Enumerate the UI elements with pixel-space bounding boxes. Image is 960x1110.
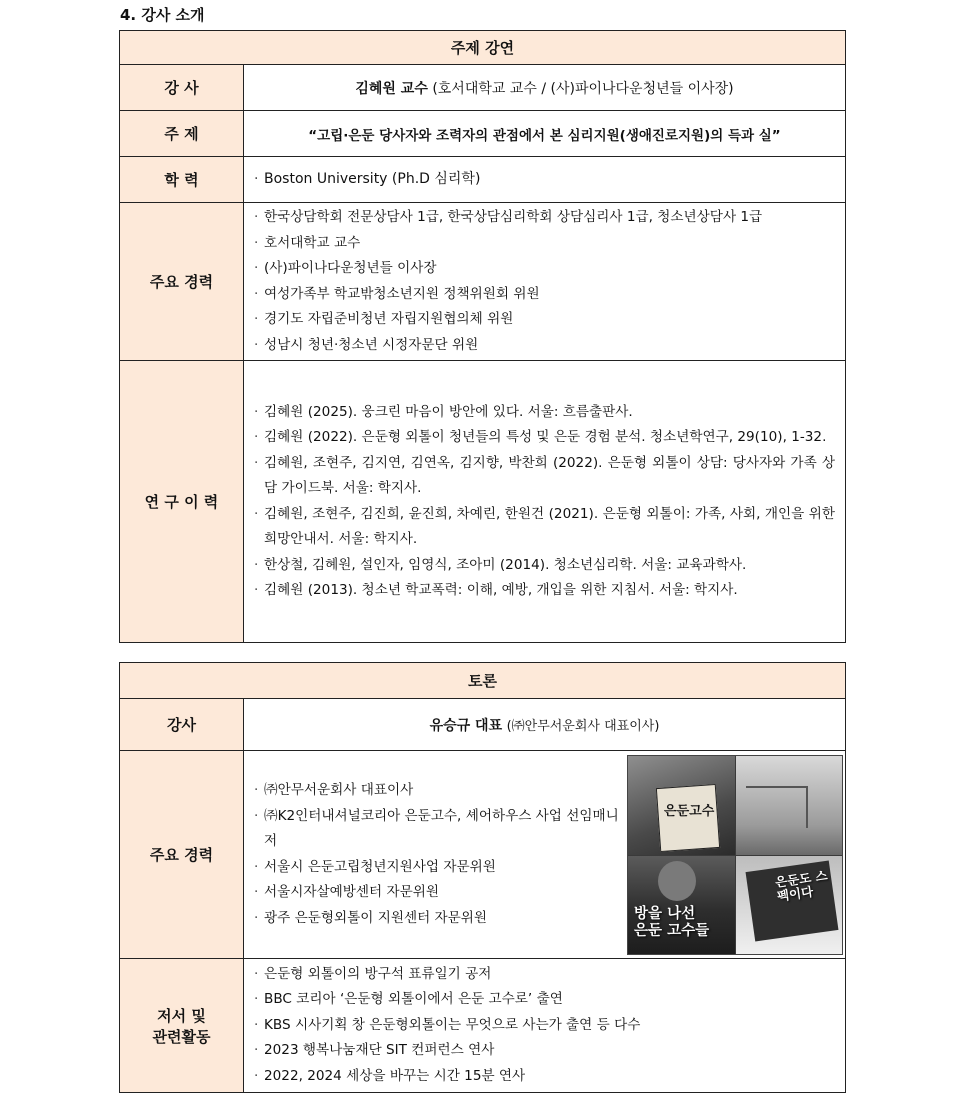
list-item: · 경기도 자립준비청년 자립지원협의체 위원 — [254, 307, 839, 333]
discussion-header: 토론 — [120, 663, 846, 699]
list-item: · (사)파이나다운청년들 이사장 — [254, 256, 839, 282]
list-item: · 호서대학교 교수 — [254, 231, 839, 257]
keynote-education-cell — [244, 157, 846, 203]
list-item: · 2023 행복나눔재단 SIT 컨퍼런스 연사 — [254, 1038, 839, 1064]
discussion-speaker-name: 유승규 대표 — [429, 717, 503, 734]
list-item: · KBS 시사기획 창 은둔형외톨이는 무엇으로 사는가 출연 등 다수 — [254, 1013, 839, 1039]
person-face — [658, 861, 696, 901]
discussion-table — [119, 662, 846, 1093]
list-item: · 서울시자살예방센터 자문위원 — [254, 880, 621, 906]
book-photo-cell — [625, 751, 846, 959]
discussion-works-label — [120, 959, 244, 1093]
keynote-speaker-name: 김혜원 교수 — [355, 80, 428, 97]
works-label-line1: 저서 및 — [157, 1006, 206, 1025]
list-item: · BBC 코리아 ‘은둔형 외톨이에서 은둔 고수로’ 출연 — [254, 987, 839, 1013]
keynote-topic-label: 주 제 — [120, 111, 244, 157]
list-item: · 김혜원 (2025). 웅크린 마음이 방안에 있다. 서울: 흐름출판사. — [254, 400, 835, 426]
book-title-2a: 방을 나선 — [634, 905, 696, 922]
keynote-career-cell — [244, 203, 846, 361]
list-item: · 2022, 2024 세상을 바꾸는 시간 15분 연사 — [254, 1064, 839, 1090]
list-item: · 김혜원, 조현주, 김지연, 김연옥, 김지향, 박찬희 (2022). 은둔형 외톨이 상담: 당사자와 가족 상담 가이드북. 서울: 학지사. — [254, 451, 835, 502]
works-label-line2: 관련활동 — [152, 1027, 211, 1046]
keynote-table — [119, 30, 846, 643]
book-collage-image — [627, 755, 843, 955]
list-item: · 광주 은둔형외톨이 지원센터 자문위원 — [254, 906, 621, 932]
keynote-topic: “고립·은둔 당사자와 조력자의 관점에서 본 심리지원(생애진로지원)의 득과 실” — [244, 111, 846, 157]
book-title-1: 은둔고수 — [664, 803, 715, 819]
keynote-education-label: 학 력 — [120, 157, 244, 203]
discussion-speaker-label: 강사 — [120, 699, 244, 751]
list-item: · ㈜안무서운회사 대표이사 — [254, 778, 621, 804]
book-title-2b: 은둔 고수들 — [634, 922, 710, 939]
keynote-speaker-affil: (호서대학교 교수 / (사)파이나다운청년들 이사장) — [432, 80, 734, 97]
section-title: 4. 강사 소개 — [120, 6, 205, 24]
discussion-speaker-affil: (㈜안무서운회사 대표이사) — [506, 718, 660, 734]
keynote-speaker — [244, 65, 846, 111]
keynote-education: · Boston University (Ph.D 심리학) — [254, 167, 839, 193]
list-item: · ㈜K2인터내셔널코리아 은둔고수, 셰어하우스 사업 선임매니저 — [254, 804, 621, 855]
list-item: · 김혜원 (2022). 은둔형 외톨이 청년들의 특성 및 은둔 경험 분석. 청소년학연구, 29(10), 1-32. — [254, 425, 835, 451]
keynote-research-label: 연 구 이 력 — [120, 361, 244, 643]
keynote-speaker-label: 강 사 — [120, 65, 244, 111]
keynote-research-cell — [244, 361, 846, 643]
list-item: · 서울시 은둔고립청년지원사업 자문위원 — [254, 855, 621, 881]
list-item: · 김혜원 (2013). 청소년 학교폭력: 이해, 예방, 개입을 위한 지침서. 서울: 학지사. — [254, 578, 835, 604]
photo-detail — [746, 786, 808, 828]
discussion-career-cell — [244, 751, 625, 959]
list-item: · 김혜원, 조현주, 김진희, 윤진희, 차예린, 한원건 (2021). 은둔형 외톨이: 가족, 사회, 개인을 위한 희망안내서. 서울: 학지사. — [254, 502, 835, 553]
discussion-career-label: 주요 경력 — [120, 751, 244, 959]
discussion-works-cell — [244, 959, 846, 1093]
keynote-header: 주제 강연 — [120, 31, 846, 65]
list-item: · 성남시 청년·청소년 시정자문단 위원 — [254, 333, 839, 359]
list-item: · 한상철, 김혜원, 설인자, 임영식, 조아미 (2014). 청소년심리학. 서울: 교육과학사. — [254, 553, 835, 579]
list-item: · 한국상담학회 전문상담사 1급, 한국상담심리학회 상담심리사 1급, 청소년상담사 1급 — [254, 205, 839, 231]
book-title-3: 은둔도 스펙이다 — [774, 867, 829, 904]
discussion-speaker — [244, 699, 846, 751]
list-item: · 은둔형 외톨이의 방구석 표류일기 공저 — [254, 962, 839, 988]
list-item: · 여성가족부 학교밖청소년지원 정책위원회 위원 — [254, 282, 839, 308]
keynote-career-label: 주요 경력 — [120, 203, 244, 361]
